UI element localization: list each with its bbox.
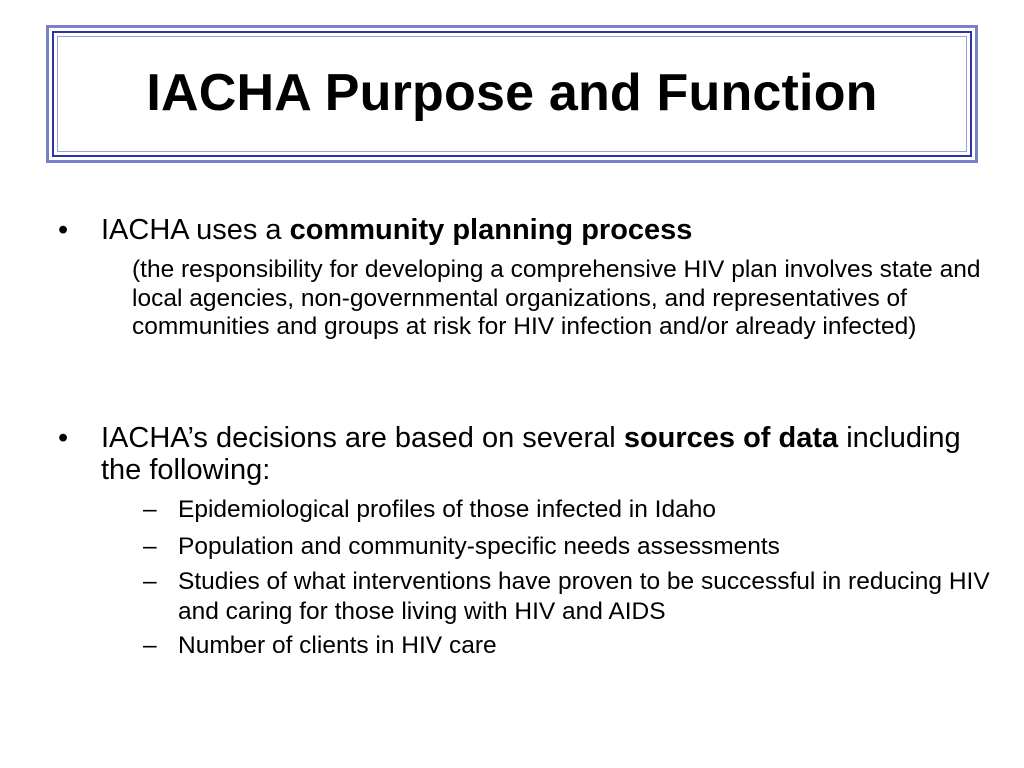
dash-marker: – <box>143 632 157 659</box>
point-data-sources <box>101 422 981 486</box>
point-community-planning <box>101 214 981 246</box>
list-item: Population and community-specific needs assessments <box>178 533 780 560</box>
list-item: Studies of what interventions have proven to be successful in reducing HIV and caring for those living with HIV and AIDS <box>178 568 990 625</box>
slide-title: IACHA Purpose and Function <box>146 64 878 122</box>
list-item: Number of clients in HIV care <box>178 632 497 659</box>
bullet-marker: • <box>58 422 69 454</box>
point-emphasis: sources of data <box>623 422 839 454</box>
dash-marker: – <box>143 533 157 560</box>
list-item: Epidemiological profiles of those infected in Idaho <box>178 496 716 523</box>
dash-marker: – <box>143 568 157 595</box>
point-suffix: including the following: <box>101 422 961 486</box>
bullet-marker: • <box>58 214 69 246</box>
point-prefix: IACHA uses a <box>101 214 290 246</box>
dash-marker: – <box>143 496 157 523</box>
point-emphasis: community planning process <box>289 214 693 246</box>
point-detail: (the responsibility for developing a comprehensive HIV plan involves state and local agencies, non-governmental organizations, and representatives of communities and groups at risk for HIV infection and/or already infected) <box>132 256 981 340</box>
point-prefix: IACHA’s decisions are based on several <box>101 422 624 454</box>
